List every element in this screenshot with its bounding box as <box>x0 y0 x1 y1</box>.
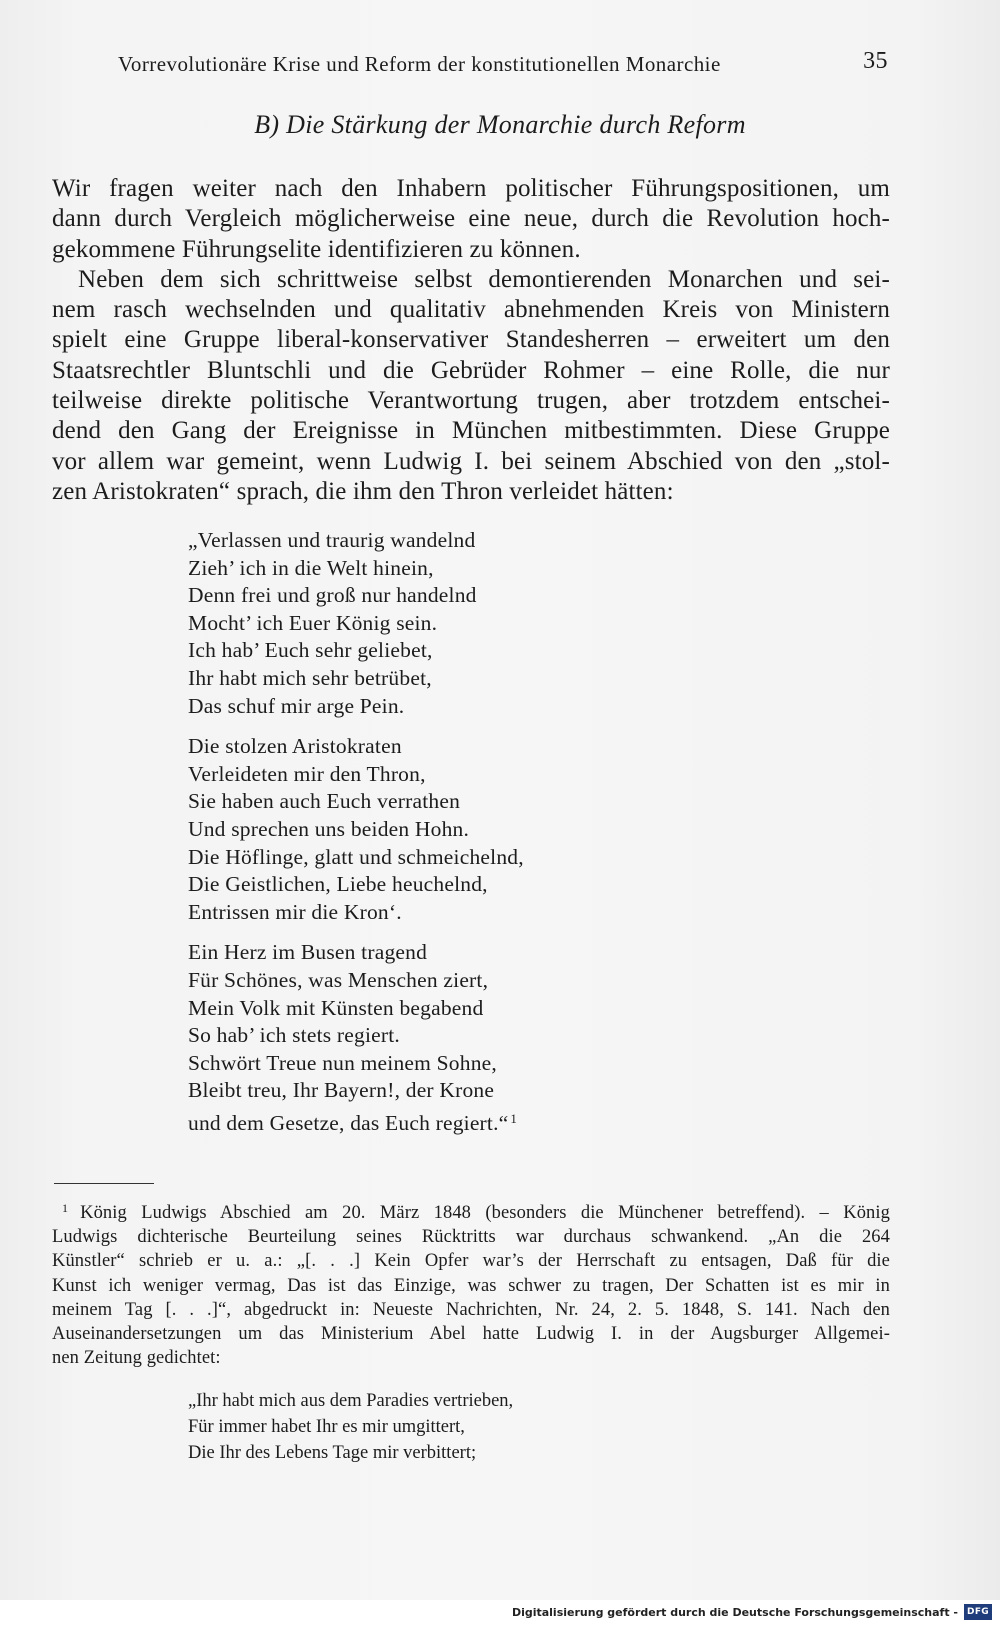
footnote-line: Kunst ich weniger vermag, Das ist das Einzige, was schwer zu tragen, Der Schatten ist es mir in <box>52 1275 890 1296</box>
poem-stanza <box>188 527 788 720</box>
poem-line: Zieh’ ich in die Welt hinein, <box>188 555 434 580</box>
text-line: zen Aristokraten“ sprach, die ihm den Thron verleidet hätten: <box>52 477 674 505</box>
text-line: Wir fragen weiter nach den Inhabern politischer Führungspositionen, um <box>52 175 890 202</box>
poem-quote <box>188 527 788 1150</box>
poem-line: Entrissen mir die Kron‘. <box>188 899 402 924</box>
paragraph <box>52 174 890 265</box>
poem-line: Verleideten mir den Thron, <box>188 761 426 786</box>
text-line: Neben dem sich schrittweise selbst demontierenden Monarchen und sei- <box>78 265 890 293</box>
poem-line: Sie haben auch Euch verrathen <box>188 789 461 814</box>
footnote-line: Ludwigs dichterische Beurteilung seines Rücktritts war durchaus schwankend. „An die 264 <box>52 1227 890 1248</box>
footnote-divider <box>54 1183 154 1184</box>
poem-line: So hab’ ich stets regiert. <box>188 1023 400 1048</box>
footnote-poem-line: „Ihr habt mich aus dem Paradies vertrieben, <box>188 1391 514 1411</box>
section-heading: B) Die Stärkung der Monarchie durch Reform <box>254 110 746 139</box>
footnote <box>52 1196 890 1370</box>
paragraph <box>52 265 890 507</box>
footnote-mark: 1 <box>62 1201 69 1215</box>
poem-line-text: und dem Gesetze, das Euch regiert.“ <box>188 1110 509 1135</box>
footnote-line: nen Zeitung gedichtet: <box>52 1348 221 1369</box>
poem-line: Denn frei und groß nur handelnd <box>188 583 477 608</box>
page-number: 35 <box>863 48 888 74</box>
poem-line: Ihr habt mich sehr betrübet, <box>188 665 432 690</box>
poem-line: Die Geistlichen, Liebe heuchelnd, <box>188 872 488 897</box>
text-line: spielt eine Gruppe liberal-konservativer Standesherren – erweitert um den <box>52 326 890 354</box>
poem-line: Und sprechen uns beiden Hohn. <box>188 816 470 841</box>
text-line: vor allem war gemeint, wenn Ludwig I. bei seinem Abschied von den „stol- <box>52 447 890 475</box>
poem-line: Ich hab’ Euch sehr geliebet, <box>188 638 433 663</box>
poem-line: Mocht’ ich Euer König sein. <box>188 610 438 635</box>
body-text <box>52 174 890 507</box>
footnote-poem-line: Für immer habet Ihr es mir umgittert, <box>188 1417 465 1437</box>
poem-stanza <box>188 733 788 926</box>
dfg-logo: DFG <box>964 1604 992 1620</box>
text-line: dend den Gang der Ereignisse in München mitbestimmten. Diese Gruppe <box>52 417 890 445</box>
poem-line-final <box>188 1105 788 1138</box>
poem-line: Die stolzen Aristokraten <box>188 734 402 759</box>
footnote-line-text: König Ludwigs Abschied am 20. März 1848 (besonders die Münchener betreffend). – König <box>80 1203 890 1223</box>
text-line: gekommene Führungselite identifizieren zu können. <box>52 235 581 263</box>
poem-line: Ein Herz im Busen tragend <box>188 940 428 965</box>
text-line: nem rasch wechselnden und qualitativ abnehmenden Kreis von Ministern <box>52 296 890 324</box>
running-title: Vorrevolutionäre Krise und Reform der konstitutionellen Monarchie <box>118 52 721 76</box>
text-line: teilweise direkte politische Verantwortung trugen, aber trotzdem entschei- <box>52 387 890 415</box>
poem-line: Schwört Treue nun meinem Sohne, <box>188 1050 497 1075</box>
footnote-line <box>52 1196 890 1225</box>
poem-line: Für Schönes, was Menschen ziert, <box>188 967 489 992</box>
poem-stanza <box>188 939 788 1137</box>
text-line: Staatsrechtler Bluntschli und die Gebrüder Rohmer – eine Rolle, die nur <box>52 356 890 384</box>
poem-line: Mein Volk mit Künsten begabend <box>188 995 484 1020</box>
running-header <box>118 48 888 82</box>
digitization-footer <box>0 1600 1000 1630</box>
funding-credit: Digitalisierung gefördert durch die Deutsche Forschungsgemeinschaft - <box>511 1606 958 1619</box>
poem-line: Bleibt treu, Ihr Bayern!, der Krone <box>188 1078 495 1103</box>
footnote-line: meinem Tag [. . .]“, abgedruckt in: Neueste Nachrichten, Nr. 24, 2. 5. 1848, S. 141. Nach den <box>52 1299 890 1320</box>
footnote-line: Auseinandersetzungen um das Ministerium Abel hatte Ludwig I. in der Augsburger Allgemei- <box>52 1324 890 1345</box>
footnote-poem <box>188 1388 788 1466</box>
footnote-line: Künstler“ schrieb er u. a.: „[. . .] Kein Opfer war’s der Herrschaft zu entsagen, Daß für die <box>52 1251 890 1272</box>
poem-line: Das schuf mir arge Pein. <box>188 693 405 718</box>
footnote-poem-line: Die Ihr des Lebens Tage mir verbittert; <box>188 1443 477 1463</box>
text-line: dann durch Vergleich möglicherweise eine neue, durch die Revolution hoch- <box>52 205 890 233</box>
poem-line: „Verlassen und traurig wandelnd <box>188 528 476 552</box>
footnote-reference[interactable]: 1 <box>510 1110 518 1126</box>
poem-line: Die Höflinge, glatt und schmeichelnd, <box>188 844 524 869</box>
